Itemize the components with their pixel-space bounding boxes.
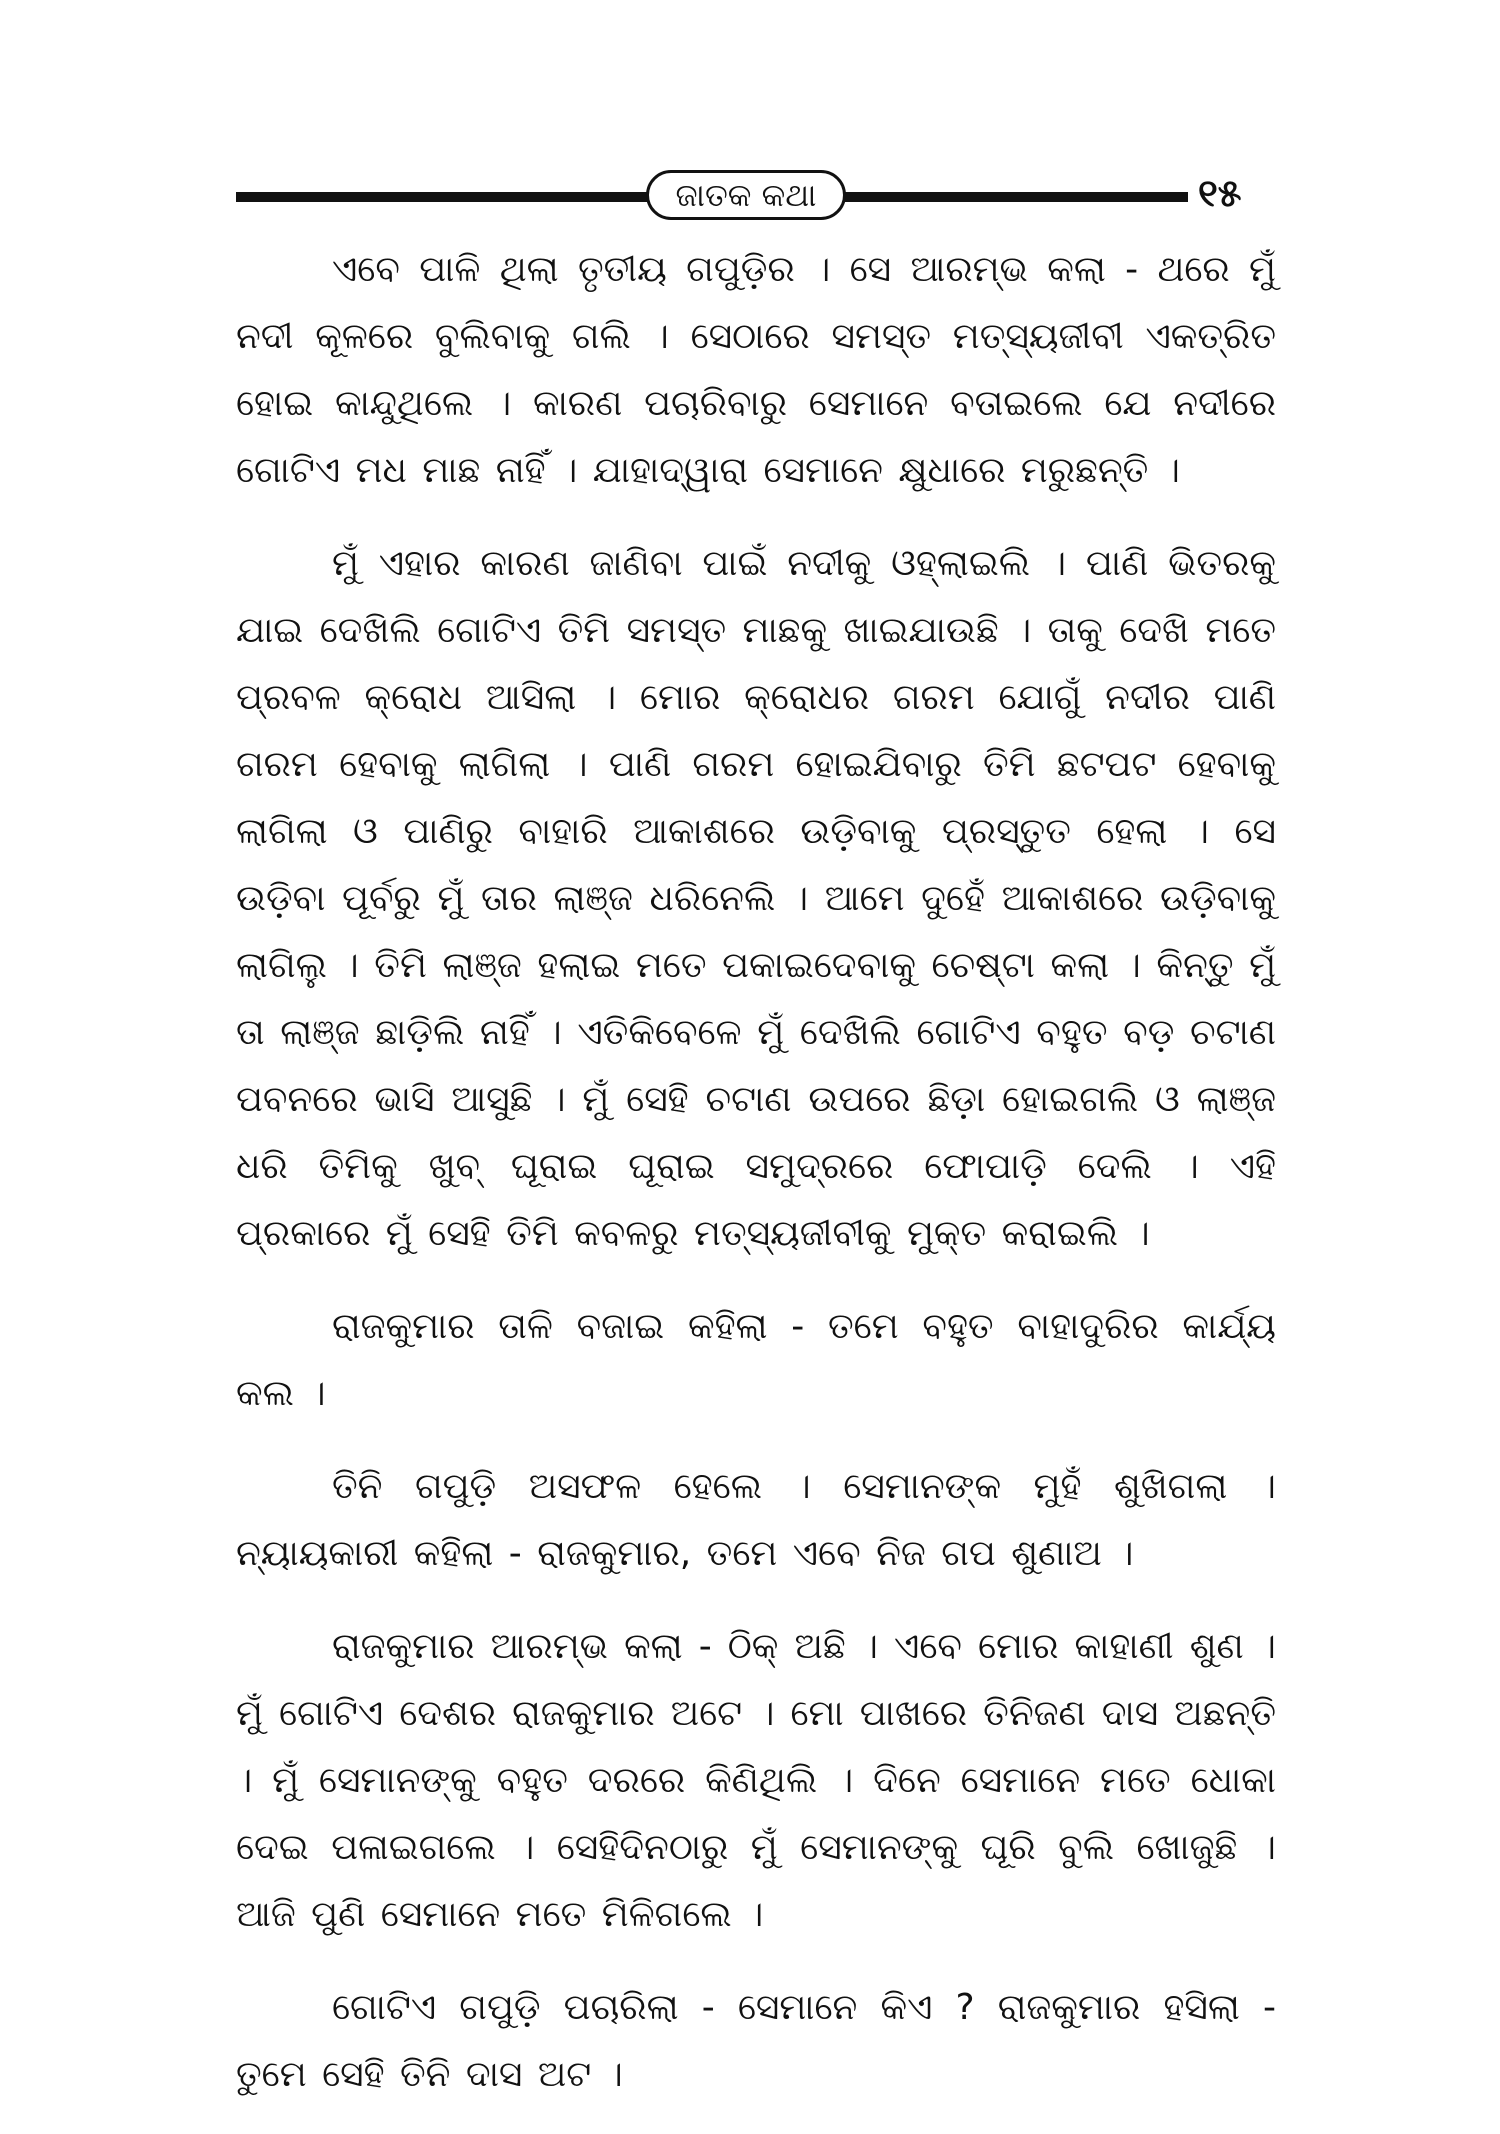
- page-number: ୧୫: [1198, 171, 1242, 215]
- paragraph: ଗୋଟିଏ ଗପୁଡ଼ି ପଚାରିଲା - ସେମାନେ କିଏ ? ରାଜକୁମାର ହସିଲା - ତୁମେ ସେହି ତିନି ଦାସ ଅଟ ।: [236, 1987, 1276, 2095]
- header-rule-right: [842, 192, 1188, 202]
- paragraph: ଏବେ ପାଳି ଥିଲା ତୃତୀୟ ଗପୁଡ଼ିର । ସେ ଆରମ୍ଭ କଲା - ଥରେ ମୁଁ ନଦୀ କୂଳରେ ବୁଲିବାକୁ ଗଲି । ସେଠାରେ ସମସ୍ତ ମତ୍ସ୍ୟଜୀବୀ ଏକତ୍ରିତ ହୋଇ କାନ୍ଦୁଥିଲେ । କାରଣ ପଚାରିବାରୁ ସେମାନେ ବତାଇଲେ ଯେ ନଦୀରେ ଗୋଟିଏ ମଧ ମାଛ ନାହିଁ । ଯାହାଦ୍ୱାରା ସେମାନେ କ୍ଷୁଧାରେ ମରୁଛନ୍ତି ।: [236, 249, 1276, 491]
- paragraph: ରାଜକୁମାର ତାଳି ବଜାଇ କହିଲା - ତମେ ବହୁତ ବାହାଦୁରିର କାର୍ଯ୍ୟ କଲ ।: [236, 1306, 1276, 1414]
- paragraph: ରାଜକୁମାର ଆରମ୍ଭ କଲା - ଠିକ୍ ଅଛି । ଏବେ ମୋର କାହାଣୀ ଶୁଣ । ମୁଁ ଗୋଟିଏ ଦେଶର ରାଜକୁମାର ଅଟେ । ମୋ ପାଖରେ ତିନିଜଣ ଦାସ ଅଛନ୍ତି । ମୁଁ ସେମାନଙ୍କୁ ବହୁତ ଦରରେ କିଣିଥିଲି । ଦିନେ ସେମାନେ ମତେ ଧୋକା ଦେଇ ପଳାଇଗଲେ । ସେହିଦିନଠାରୁ ମୁଁ ସେମାନଙ୍କୁ ଘୂରି ବୁଲି ଖୋଜୁଛି । ଆଜି ପୁଣି ସେମାନେ ମତେ ମିଳିଗଲେ ।: [236, 1626, 1276, 1935]
- paragraph: ମୁଁ ଏହାର କାରଣ ଜାଣିବା ପାଇଁ ନଦୀକୁ ଓହ୍ଲାଇଲି । ପାଣି ଭିତରକୁ ଯାଇ ଦେଖିଲି ଗୋଟିଏ ତିମି ସମସ୍ତ ମାଛକୁ ଖାଇଯାଉଛି । ତାକୁ ଦେଖି ମତେ ପ୍ରବଳ କ୍ରୋଧ ଆସିଲା । ମୋର କ୍ରୋଧର ଗରମ ଯୋଗୁଁ ନଦୀର ପାଣି ଗରମ ହେବାକୁ ଲାଗିଲା । ପାଣି ଗରମ ହୋଇଯିବାରୁ ତିମି ଛଟପଟ ହେବାକୁ ଲାଗିଲା ଓ ପାଣିରୁ ବାହାରି ଆକାଶରେ ଉଡ଼ିବାକୁ ପ୍ରସ୍ତୁତ ହେଲା । ସେ ଉଡ଼ିବା ପୂର୍ବରୁ ମୁଁ ତାର ଲାଞ୍ଜ ଧରିନେଲି । ଆମେ ଦୁହେଁ ଆକାଶରେ ଉଡ଼ିବାକୁ ଲାଗିଲୁ । ତିମି ଲାଞ୍ଜ ହଲାଇ ମତେ ପକାଇଦେବାକୁ ଚେଷ୍ଟା କଲା । କିନ୍ତୁ ମୁଁ ତା ଲାଞ୍ଜ ଛାଡ଼ିଲି ନାହିଁ । ଏତିକିବେଳେ ମୁଁ ଦେଖିଲି ଗୋଟିଏ ବହୁତ ବଡ଼ ଚଟାଣ ପବନରେ ଭାସି ଆସୁଛି । ମୁଁ ସେହି ଚଟାଣ ଉପରେ ଛିଡ଼ା ହୋଇଗଲି ଓ ଲାଞ୍ଜ ଧରି ତିମିକୁ ଖୁବ୍ ଘୂରାଇ ଘୂରାଇ ସମୁଦ୍ରରେ ଫୋପାଡ଼ି ଦେଲି । ଏହି ପ୍ରକାରେ ମୁଁ ସେହି ତିମି କବଳରୁ ମତ୍ସ୍ୟଜୀବୀକୁ ମୁକ୍ତ କରାଇଲି ।: [236, 543, 1276, 1254]
- header-rule-left: [236, 192, 652, 202]
- running-header: [236, 166, 1276, 226]
- paragraph: ତିନି ଗପୁଡ଼ି ଅସଫଳ ହେଲେ । ସେମାନଙ୍କ ମୁହଁ ଶୁଖିଗଲା । ନ୍ୟାୟକାରୀ କହିଲା - ରାଜକୁମାର, ତମେ ଏବେ ନିଜ ଗପ ଶୁଣାଅ ।: [236, 1466, 1276, 1574]
- header-title: ଜାତକ କଥା: [646, 170, 846, 220]
- body-text: [236, 236, 1276, 2134]
